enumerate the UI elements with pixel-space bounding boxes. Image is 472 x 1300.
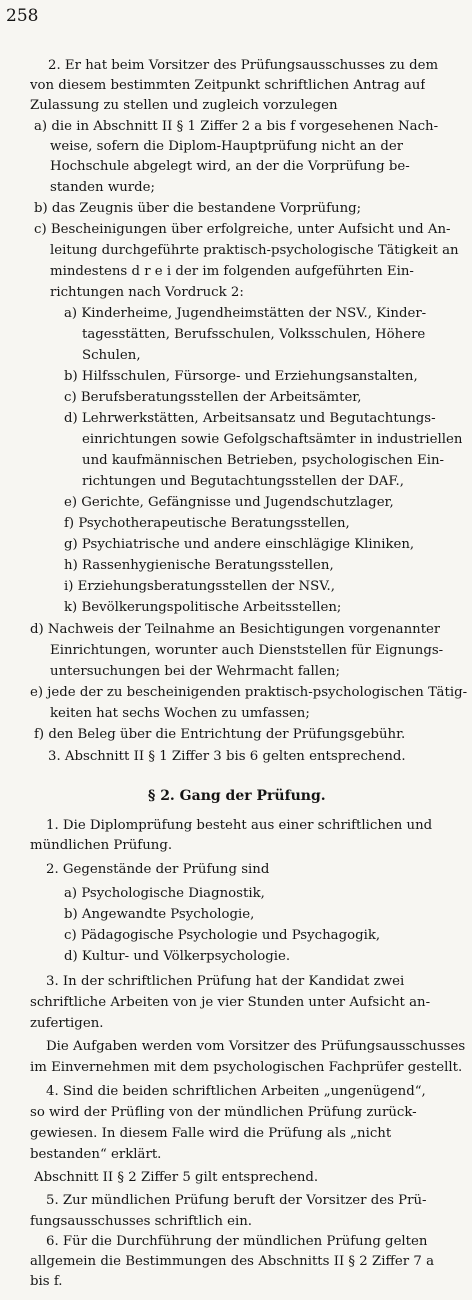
text-line: 3. In der schriftlichen Prüfung hat der Kandidat zwei [46,974,405,989]
text-line: richtungen nach Vordruck 2: [50,285,244,300]
text-line: e) jede der zu bescheinigenden praktisch-psychologischen Tätig- [30,685,468,700]
text-line: Zulassung zu stellen und zugleich vorzulegen [30,98,338,113]
text-line: standen wurde; [50,180,155,195]
text-line: 2. Gegenstände der Prüfung sind [46,862,270,877]
text-line: mündlichen Prüfung. [30,838,173,853]
text-line: b) Angewandte Psychologie, [64,907,255,922]
text-line: allgemein die Bestimmungen des Abschnitts II § 2 Ziffer 7 a [30,1254,435,1269]
text-line: untersuchungen bei der Wehrmacht fallen; [50,664,340,679]
text-line: weise, sofern die Diplom-Hauptprüfung nicht an der [50,139,404,154]
text-line: mindestens d r e i der im folgenden aufgeführten Ein- [50,264,414,279]
text-line: einrichtungen sowie Gefolgschaftsämter in industriellen [82,432,463,447]
text-line: k) Bevölkerungspolitische Arbeitsstellen; [64,600,342,615]
text-line: keiten hat sechs Wochen zu umfassen; [50,706,310,721]
text-line: d) Kultur- und Völkerpsychologie. [64,949,291,964]
text-line: von diesem bestimmten Zeitpunkt schriftlichen Antrag auf [30,78,426,93]
text-line: f) Psychotherapeutische Beratungsstellen, [64,516,350,531]
text-line: 1. Die Diplomprüfung besteht aus einer schriftlichen und [46,818,433,833]
text-line: b) das Zeugnis über die bestandene Vorprüfung; [34,201,362,216]
text-line: a) Psychologische Diagnostik, [64,886,265,901]
text-line: d) Nachweis der Teilnahme an Besichtigungen vorgenannter [30,622,441,637]
text-line: c) Pädagogische Psychologie und Psychagogik, [64,928,381,943]
text-line: im Einvernehmen mit dem psychologischen Fachprüfer gestellt. [30,1060,463,1075]
text-line: Einrichtungen, worunter auch Dienststellen für Eignungs- [50,643,444,658]
text-line: zufertigen. [30,1016,104,1031]
text-line: richtungen und Begutachtungsstellen der DAF., [82,474,404,489]
page-number: 258 [6,6,39,26]
text-line: leitung durchgeführte praktisch-psychologische Tätigkeit an [50,243,459,258]
text-line: Hochschule abgelegt wird, an der die Vorprüfung be- [50,159,410,174]
text-line: tagesstätten, Berufsschulen, Volksschulen, Höhere [82,327,426,342]
text-line: bestanden“ erklärt. [30,1147,162,1162]
text-line: i) Erziehungsberatungsstellen der NSV., [64,579,335,594]
section-heading: § 2. Gang der Prüfung. [148,788,326,804]
text-line: bis f. [30,1274,63,1289]
text-line: c) Berufsberatungsstellen der Arbeitsämter, [64,390,362,405]
text-line: 5. Zur mündlichen Prüfung beruft der Vorsitzer des Prü- [46,1193,427,1208]
text-line: e) Gerichte, Gefängnisse und Jugendschutzlager, [64,495,394,510]
text-line: Abschnitt II § 2 Ziffer 5 gilt entsprechend. [34,1170,319,1185]
text-line: 2. Er hat beim Vorsitzer des Prüfungsausschusses zu dem [48,58,439,73]
text-line: fungsausschusses schriftlich ein. [30,1214,253,1229]
text-line: 3. Abschnitt II § 1 Ziffer 3 bis 6 gelten entsprechend. [48,749,406,764]
text-line: 6. Für die Durchführung der mündlichen Prüfung gelten [46,1234,428,1249]
text-line: schriftliche Arbeiten von je vier Stunden unter Aufsicht an- [30,995,431,1010]
text-line: Schulen, [82,348,141,363]
text-line: a) Kinderheime, Jugendheimstätten der NSV., Kinder- [64,306,427,321]
text-line: und kaufmännischen Betrieben, psychologischen Ein- [82,453,445,468]
text-line: d) Lehrwerkstätten, Arbeitsansatz und Begutachtungs- [64,411,436,426]
text-line: f) den Beleg über die Entrichtung der Prüfungsgebühr. [34,727,406,742]
text-line: 4. Sind die beiden schriftlichen Arbeiten „ungenügend“, [46,1084,426,1099]
text-line: g) Psychiatrische und andere einschlägige Kliniken, [64,537,415,552]
text-line: Die Aufgaben werden vom Vorsitzer des Prüfungsausschusses [46,1039,466,1054]
text-line: a) die in Abschnitt II § 1 Ziffer 2 a bis f vorgesehenen Nach- [34,119,439,134]
text-line: so wird der Prüfling von der mündlichen Prüfung zurück- [30,1105,417,1120]
text-line: c) Bescheinigungen über erfolgreiche, unter Aufsicht und An- [34,222,451,237]
text-line: gewiesen. In diesem Falle wird die Prüfung als „nicht [30,1126,392,1141]
text-line: b) Hilfsschulen, Fürsorge- und Erziehungsanstalten, [64,369,418,384]
text-line: h) Rassenhygienische Beratungsstellen, [64,558,334,573]
